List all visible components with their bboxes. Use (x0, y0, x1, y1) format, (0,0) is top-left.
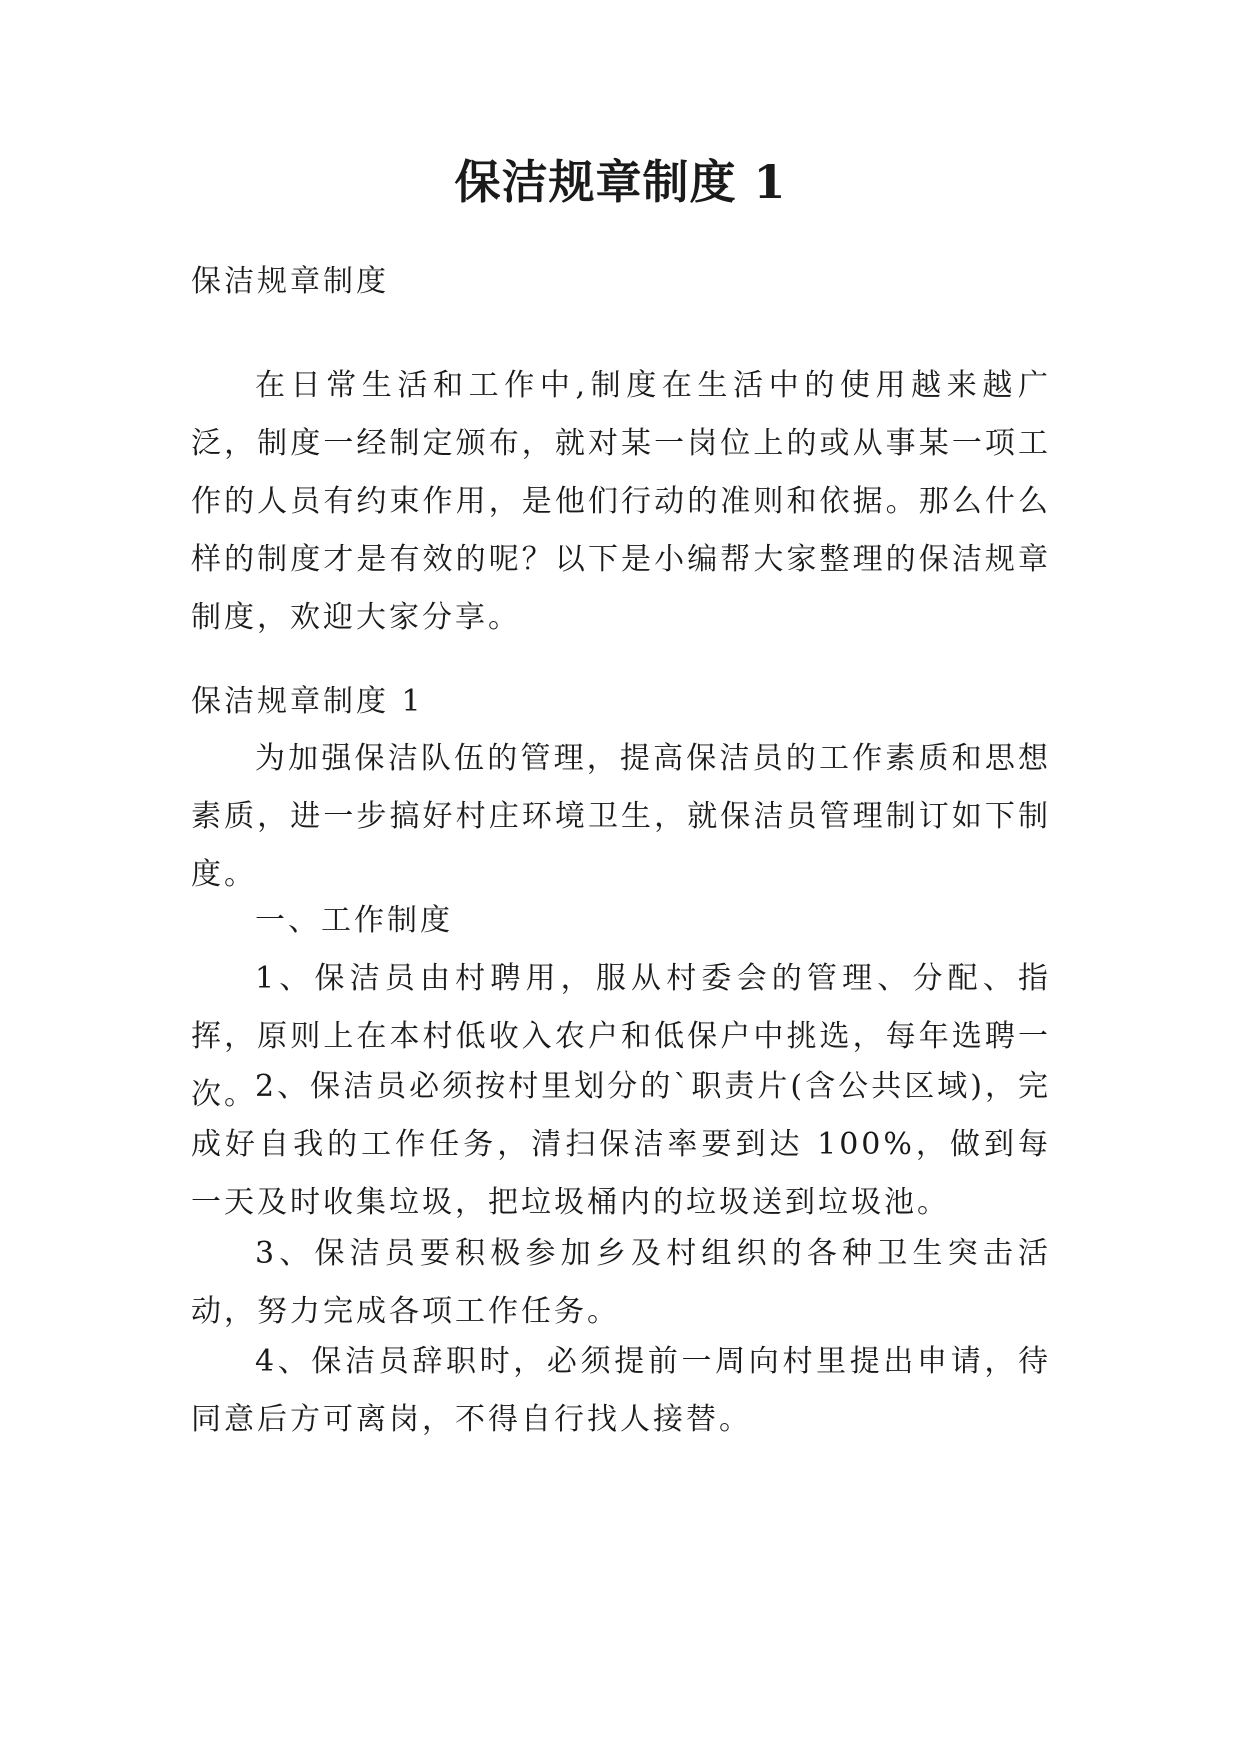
part-heading: 一、工作制度 (255, 903, 453, 938)
list-item: 1、保洁员由村聘用，服从村委会的管理、分配、指挥，原则上在本村低收入农户和低保户中挑选，每年选聘一次。 (191, 961, 1051, 1112)
intro-paragraph: 在日常生活和工作中,制度在生活中的使用越来越广泛，制度一经制定颁布，就对某一岗位上的或从事某一项工作的人员有约束作用，是他们行动的准则和依据。那么什么样的制度才是有效的呢？以下是小编帮大家整理的保洁规章制度，欢迎大家分享。 (191, 368, 1051, 635)
document-subtitle: 保洁规章制度 (191, 264, 389, 299)
list-item: 2、保洁员必须按村里划分的`职责片(含公共区域)，完成好自我的工作任务，清扫保洁率要到达 100%，做到每一天及时收集垃圾，把垃圾桶内的垃圾送到垃圾池。 (191, 1069, 1051, 1220)
list-item: 4、保洁员辞职时，必须提前一周向村里提出申请，待同意后方可离岗，不得自行找人接替。 (191, 1344, 1051, 1437)
section-heading: 保洁规章制度 1 (191, 684, 424, 719)
section-intro-paragraph: 为加强保洁队伍的管理，提高保洁员的工作素质和思想素质，进一步搞好村庄环境卫生，就保洁员管理制订如下制度。 (191, 741, 1051, 892)
list-item: 3、保洁员要积极参加乡及村组织的各种卫生突击活动，努力完成各项工作任务。 (191, 1236, 1051, 1329)
document-title: 保洁规章制度 1 (454, 155, 787, 209)
